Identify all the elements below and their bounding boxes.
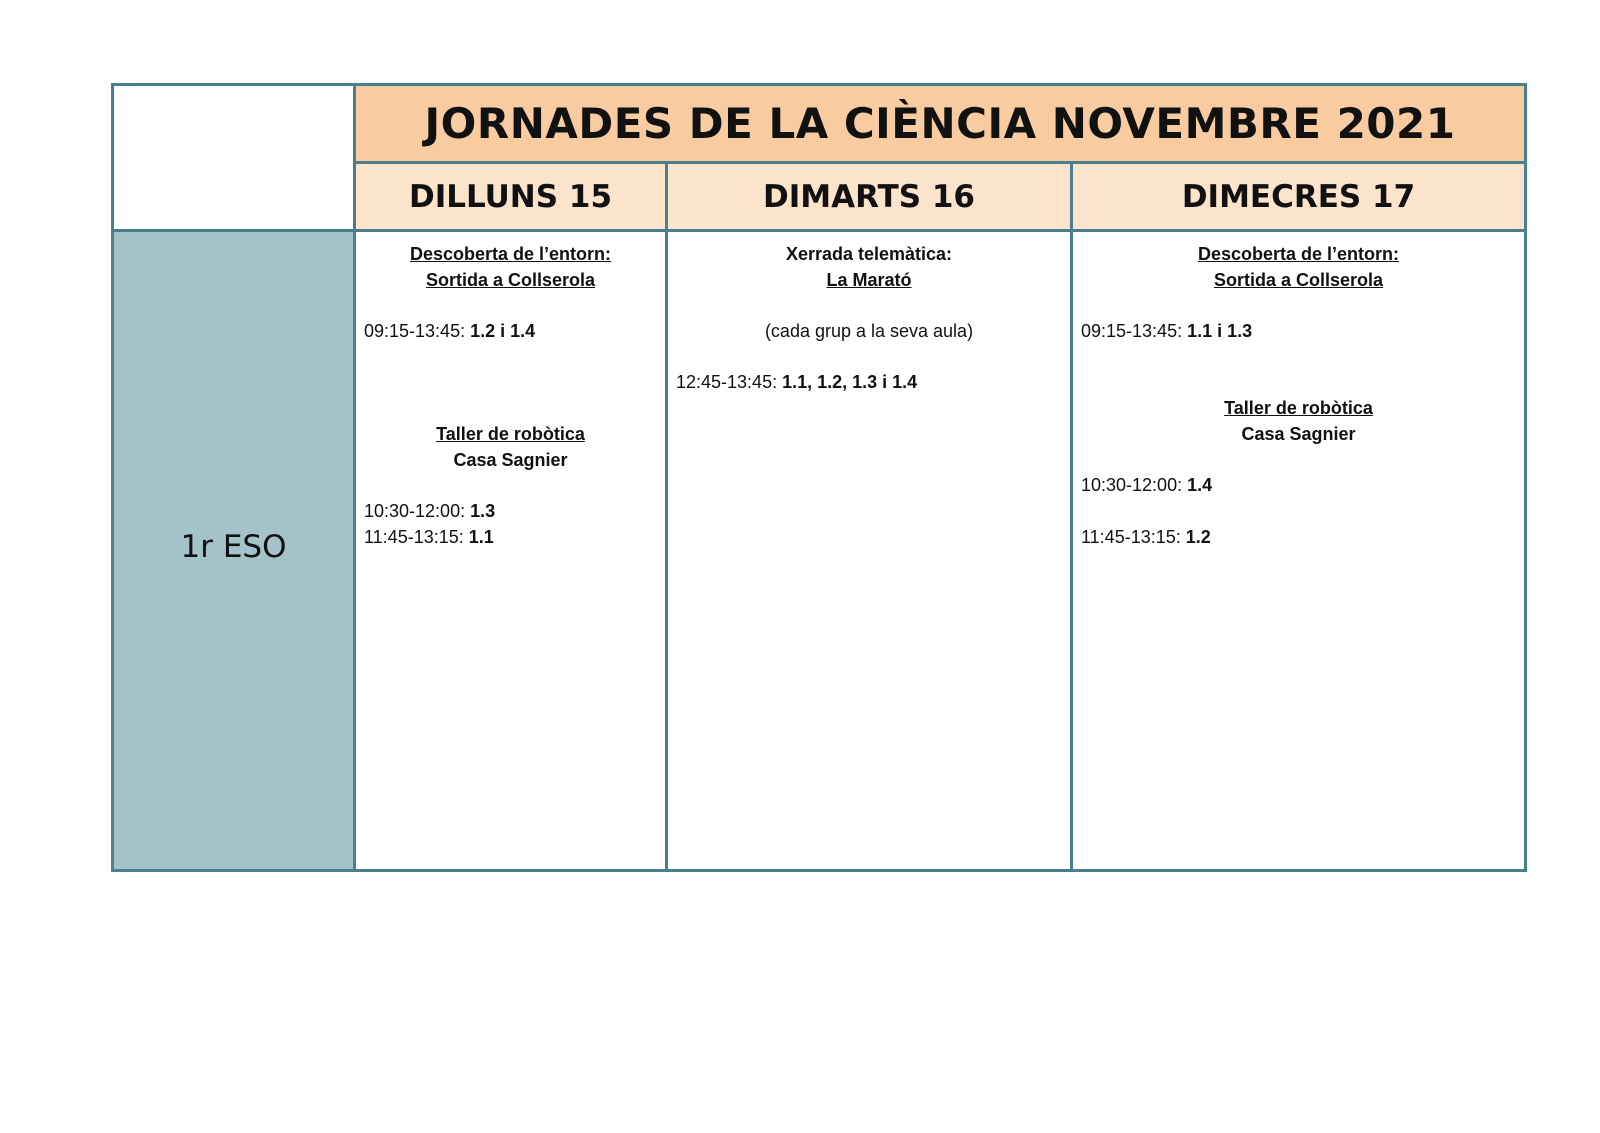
time-range: 10:30-12:00: <box>1081 475 1188 496</box>
title-cell <box>353 83 1527 164</box>
day-label: DILLUNS 15 <box>408 178 613 215</box>
activity-title: Descoberta de l’entorn: <box>409 244 612 264</box>
dilluns-activities <box>353 229 668 872</box>
activity-title: Descoberta de l’entorn: <box>1197 244 1400 264</box>
time-slot <box>364 525 665 551</box>
time-slot <box>1081 319 1524 345</box>
level-cell <box>111 229 356 872</box>
groups: 1.1 i 1.3 <box>1187 321 1253 342</box>
activity-subtitle: La Marató <box>826 269 912 290</box>
groups: 1.3 <box>470 500 496 521</box>
groups: 1.2 i 1.4 <box>470 321 536 342</box>
activity-subtitle: Sortida a Collserola <box>1213 269 1384 290</box>
day-header-dilluns <box>353 161 668 232</box>
activity-title: Xerrada telemàtica: <box>785 244 953 264</box>
time-slot <box>364 499 665 525</box>
time-range: 11:45-13:15: <box>364 526 469 547</box>
day-header-dimarts <box>665 161 1073 232</box>
level-label: 1r ESO <box>180 528 287 565</box>
time-range: 12:45-13:45: <box>676 372 783 393</box>
activity-place: Casa Sagnier <box>1241 423 1356 444</box>
day-label: DIMARTS 16 <box>763 178 975 215</box>
time-range: 09:15-13:45: <box>1081 321 1188 342</box>
time-range: 09:15-13:45: <box>364 321 471 342</box>
time-slot <box>364 319 665 345</box>
time-slot <box>676 370 1070 396</box>
schedule-table <box>111 83 1527 872</box>
time-slot <box>1081 525 1524 551</box>
time-range: 10:30-12:00: <box>364 500 471 521</box>
groups: 1.1 <box>468 526 494 547</box>
dimarts-activities <box>665 229 1073 872</box>
activity-title: Taller de robòtica <box>1224 398 1373 419</box>
day-header-dimecres <box>1070 161 1527 232</box>
groups: 1.1, 1.2, 1.3 i 1.4 <box>782 372 918 393</box>
activity-subtitle: Sortida a Collserola <box>425 269 596 290</box>
dimecres-activities <box>1070 229 1527 872</box>
activity-title: Taller de robòtica <box>436 423 585 444</box>
groups: 1.2 <box>1185 526 1211 547</box>
time-range: 11:45-13:15: <box>1081 526 1186 547</box>
corner-cell <box>111 83 356 232</box>
time-slot <box>1081 473 1524 499</box>
groups: 1.4 <box>1187 475 1213 496</box>
day-label: DIMECRES 17 <box>1181 178 1416 215</box>
activity-note: (cada grup a la seva aula) <box>764 321 974 342</box>
activity-place: Casa Sagnier <box>453 449 568 470</box>
page-title: JORNADES DE LA CIÈNCIA NOVEMBRE 2021 <box>424 99 1456 148</box>
